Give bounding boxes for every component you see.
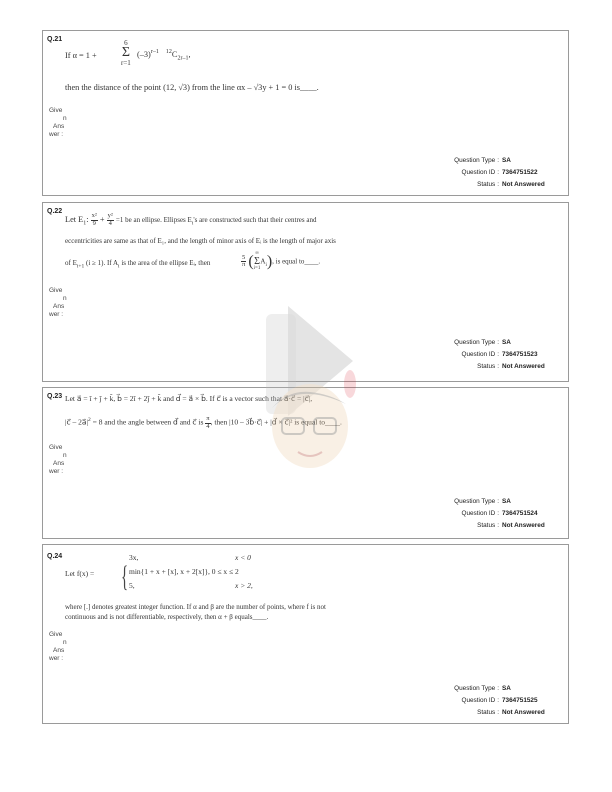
function-lead: Let f(x) = — [65, 569, 95, 578]
status-value: Not Answered — [502, 522, 545, 529]
question-number: Q.24 — [47, 553, 63, 560]
status-value: Not Answered — [502, 181, 545, 188]
piece-1-cond: x < 0 — [235, 553, 251, 562]
given-answer-label: Give n Ans wer : — [49, 107, 67, 139]
question-number: Q.23 — [47, 393, 63, 400]
question-text-line-2: where [.] denotes greatest integer function. If α and β are the number of points, where f is not — [65, 603, 326, 611]
combination-r: 2r–1 — [177, 55, 189, 62]
sigma-symbol: Σ — [254, 256, 260, 267]
fraction-pi-4: $\frac{\pi}{4}$ — [206, 415, 210, 430]
question-card-24 — [42, 544, 569, 724]
fraction-5-pi: $\frac{5}{\pi}$ — [241, 253, 246, 268]
piece-3-cond: x > 2, — [235, 581, 253, 590]
question-card-23 — [42, 387, 569, 539]
question-id-value: 7364751523 — [502, 351, 538, 358]
sigma-lower: r=1 — [121, 59, 131, 68]
question-text-line-3: of $E_{i+1}$ (i ≥ 1). If $A_i$ is the area of the ellipse Eᵢ, then $\frac{5}{\pi}$ ( ∞ Σ i=1 $A_i$), is equal to____. — [65, 251, 321, 271]
question-number: Q.22 — [47, 208, 63, 215]
status-value: Not Answered — [502, 709, 545, 716]
question-meta: Question Type : SA Question ID : 7364751525 Status : Not Answered — [454, 683, 554, 719]
combination-c: C — [171, 49, 178, 59]
question-meta: Question Type : SA Question ID : 7364751523 Status : Not Answered — [454, 337, 554, 373]
given-answer-label: Give n Ans wer : — [49, 444, 67, 476]
question-meta: Question Type : SA Question ID : 7364751522 Status : Not Answered — [454, 155, 554, 191]
question-type-value: SA — [502, 685, 511, 692]
question-id-value: 7364751524 — [502, 510, 538, 517]
question-meta: Question Type : SA Question ID : 7364751524 Status : Not Answered — [454, 496, 554, 532]
sum-term: (–3) — [137, 49, 151, 59]
piece-2-expr: min{1 + x + [x], x + 2[x]}, 0 ≤ x ≤ 2 — [129, 567, 239, 576]
question-text-line-1: Let a⃗ = î + ĵ + k̂, b⃗ = 2î + 2ĵ + k̂ and d⃗ = a⃗ × b⃗. If c⃗ is a vector such that a⃗·c⃗ = |c⃗|, — [65, 394, 313, 403]
question-text-line-3: continuous and is not differentiable, respectively, then α + β equals____. — [65, 613, 269, 621]
fraction-x2-9: $\frac{\text{x²}}{9}$ — [91, 212, 97, 227]
given-answer-label: Give n Ans wer : — [49, 287, 67, 319]
combination-n: 12 — [165, 49, 172, 55]
question-number: Q.21 — [47, 36, 63, 43]
question-type-value: SA — [502, 157, 511, 164]
question-text-line-2: eccentricities are same as that of E₁, and the length of minor axis of Eᵢ is the length of major axis — [65, 237, 336, 245]
sigma-symbol: Σ — [121, 45, 130, 61]
fraction-y2-4: $\frac{\text{y²}}{4}$ — [107, 212, 113, 227]
sum-term-power: r–1 — [150, 49, 159, 55]
given-answer-label: Give n Ans wer : — [49, 631, 67, 663]
curly-brace: { — [121, 560, 129, 593]
question-text-piecewise — [65, 549, 554, 595]
question-text-line-2: |c⃗ – $2a⃗|^2 = 8$ and the angle between d⃗ and c⃗ is $\frac{\pi}{4}$ , then |10 – 3b⃗·c⃗| + |d⃗ × c⃗|² is equal to____. — [65, 415, 342, 430]
question-card-22 — [42, 202, 569, 382]
alpha-def: If α = 1 + — [65, 51, 97, 60]
question-text-line-1: If α = 1 + 6 Σ r=1 $(-3)^{r-1}$ $^{12}C_{2r-1}$, — [65, 39, 191, 68]
piece-1-expr: 3x, — [129, 553, 139, 562]
question-id-value: 7364751525 — [502, 697, 538, 704]
status-value: Not Answered — [502, 363, 545, 370]
piece-3-expr: 5, — [129, 581, 135, 590]
question-type-value: SA — [502, 498, 511, 505]
question-text-line-2: then the distance of the point (12, √3) from the line αx – √3y + 1 = 0 is____. — [65, 83, 319, 92]
sigma-upper: 6 — [124, 39, 128, 47]
question-card-21 — [42, 30, 569, 196]
question-id-value: 7364751522 — [502, 169, 538, 176]
question-text-line-1: Let $E_1$: $\frac{\text{x²}}{9}$ + $\frac{\text{y²}}{4}$ =1 be an ellipse. Ellipses $E_i's$ are constructed such that their centres and — [65, 212, 317, 227]
question-type-value: SA — [502, 339, 511, 346]
